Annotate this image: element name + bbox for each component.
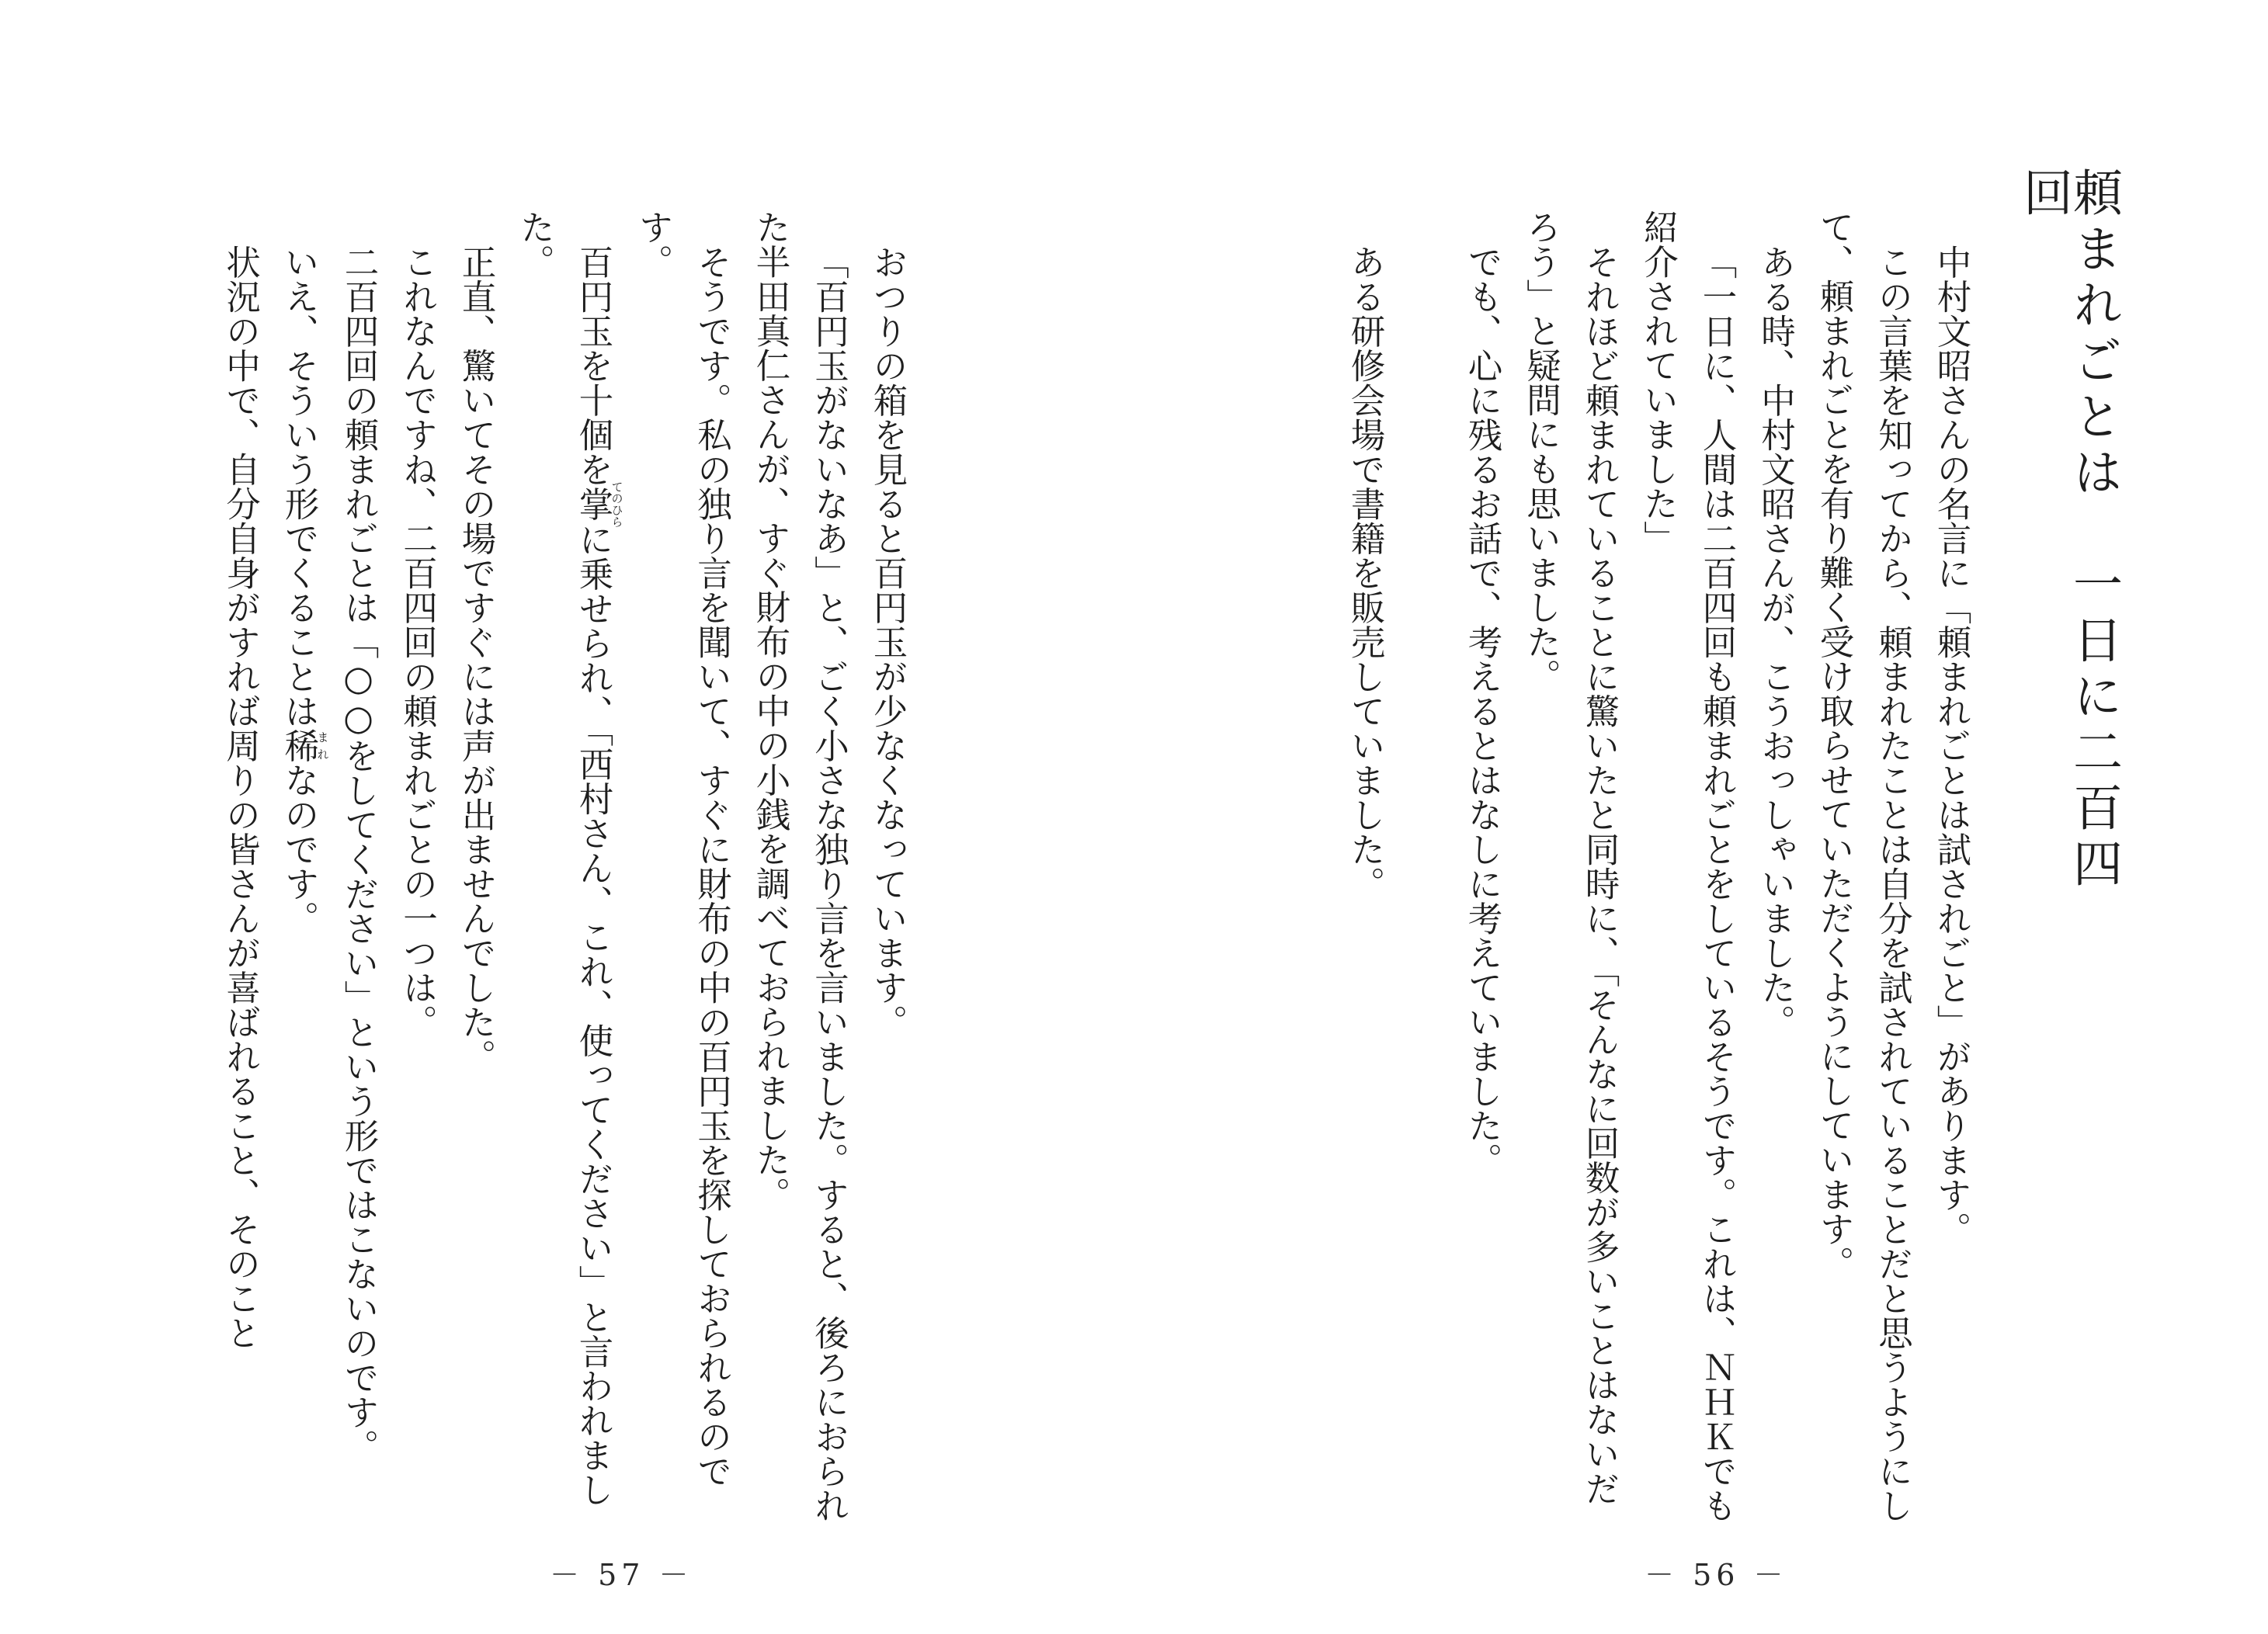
page-56-body	[1289, 210, 1980, 1529]
paragraph: 「百円玉がないなあ」と、ごく小さな独り言を言いました。すると、後ろにおられた半田真仁さんが、すぐ財布の中の小銭を調べておられました。	[750, 210, 849, 1522]
paragraph: ある時、中村文昭さんが、こうおっしゃいました。	[1755, 244, 1795, 1039]
page-57-body	[210, 210, 916, 1529]
paragraph: 状況の中で、自分自身がすれば周りの皆さんが喜ばれること、そのこと	[220, 244, 260, 1350]
paragraph: ある研修会場で書籍を販売していました。	[1345, 244, 1384, 900]
page-56	[1134, 0, 2268, 1634]
paragraph: 百円玉を十個を掌てのひらに乗せられ、「西村さん、これ、使ってください」と言われました。	[514, 210, 624, 1507]
paragraph: これなんですね、二百四回の頼まれごとの一つは。	[397, 244, 437, 1039]
page-number-57: － 57 －	[550, 1558, 693, 1592]
paragraph: 二百四回の頼まれごとは「○○をしてください」という形ではこないのです。	[339, 244, 378, 1463]
ruby-word: 掌てのひら	[573, 480, 624, 527]
paragraph: 中村文昭さんの名言に「頼まれごとは試されごと」があります。	[1931, 244, 1971, 1246]
page-number-56: － 56 －	[1645, 1558, 1788, 1592]
paragraph: いえ、そういう形でくることは稀まれなのです。	[279, 244, 330, 935]
paragraph: そうです。私の独り言を聞いて、すぐに財布の中の百円玉を探しておられるのです。	[633, 210, 731, 1488]
paragraph: この言葉を知ってから、頼まれたことは自分を試されていることだと思うようにして、頼まれごとを有り難く受け取らせていただくようにしています。	[1814, 210, 1912, 1522]
paragraph: でも、心に残るお話で、考えるとはなしに考えていました。	[1462, 244, 1502, 1177]
paragraph: それほど頼まれていることに驚いたと同時に、「そんなに回数が多いことはないだろう」と疑問にも思いました。	[1520, 210, 1619, 1505]
ruby-word: 稀まれ	[279, 727, 330, 762]
paragraph: 正直、驚いてその場ですぐには声が出ませんでした。	[456, 244, 495, 1074]
paragraph	[1394, 210, 1453, 1529]
paragraph: 「一日に、人間は二百四回も頼まれごとをしているそうです。これは、ＮＨＫでも紹介されていました」	[1638, 210, 1736, 1522]
paragraph: おつりの箱を見ると百円玉が少なくなっています。	[867, 244, 907, 1039]
chapter-title: 頼まれごとは 一日に二百四回	[2015, 167, 2122, 893]
